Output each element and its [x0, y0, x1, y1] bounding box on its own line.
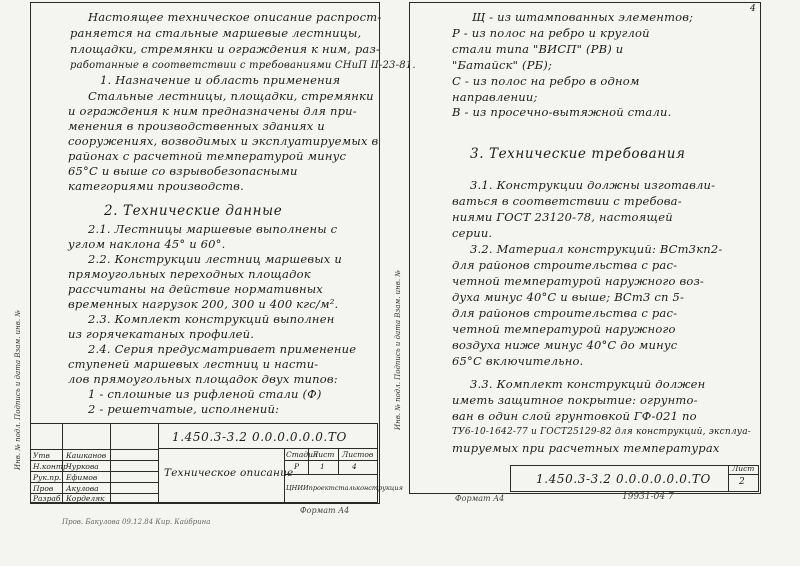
section3-line: четной температурой наружного воз- [452, 274, 705, 288]
section1-line: менения в производственных зданиях и [68, 119, 325, 133]
stamp-divider [284, 460, 378, 461]
right-sheet-value: 2 [739, 477, 745, 487]
section3-line: ваться в соответствии с требова- [452, 194, 682, 208]
section3-line: духа минус 40°С и выше; ВСт3 сп 5- [452, 290, 685, 304]
section2-line: лов прямоугольных площадок двух типов: [68, 372, 338, 386]
intro-line: "Батайск" (РБ); [452, 58, 553, 72]
doc-number: 19931-04 7 [622, 492, 674, 502]
right-sheet-label: Лист [732, 464, 755, 473]
stamp-divider [30, 471, 158, 472]
stamp-name: Корделяк [66, 494, 105, 503]
sheet-label: Лист [312, 450, 335, 459]
intro-line: С - из полос на ребро в одном [452, 74, 640, 88]
section3-line: тируемых при расчетных температурах [452, 441, 720, 455]
org-name: ЦНИИпроектстальконструкция [286, 484, 403, 492]
right-format: Формат А4 [455, 494, 505, 503]
intro-line: работанные в соответствии с требованиями СНиП II-23-81. [70, 60, 416, 71]
stamp-divider [158, 448, 378, 449]
section1-line: районах с расчетной температурой минус [68, 149, 347, 163]
section3-line: для районов строительства с рас- [452, 258, 678, 272]
section1-line: сооружениях, возводимых и эксплуатируемых в [68, 134, 379, 148]
page-mark: 4 [750, 4, 756, 14]
intro-line: раняется на стальные маршевые лестницы, [70, 26, 362, 40]
left-format: Формат А4 [300, 506, 350, 515]
section2-title: 2. Технические данные [104, 203, 283, 219]
section3-line: серии. [452, 226, 493, 240]
stamp-name: Ефимов [66, 473, 98, 482]
section1-line: категориями производств. [68, 179, 244, 193]
sheets-label: Листов [342, 450, 374, 459]
section3-line: ниями ГОСТ 23120-78, настоящей [452, 210, 673, 224]
stage-value: Р [294, 462, 300, 471]
sheet-value: 1 [320, 462, 325, 471]
intro-line: стали типа "ВИСП" (РВ) и [452, 42, 624, 56]
section2-line: прямоугольных переходных площадок [68, 267, 311, 281]
stamp-divider [30, 482, 158, 483]
section2-line: 2.2. Конструкции лестниц маршевых и [88, 252, 342, 266]
intro-line: направлении; [452, 90, 538, 104]
stamp-name: Акулова [66, 484, 99, 493]
stamp-role: Утв [33, 451, 50, 460]
intro-line: Настоящее техническое описание распрост- [88, 10, 382, 24]
section3-title: 3. Технические требования [470, 146, 686, 162]
section2-line: 2.3. Комплект конструкций выполнен [88, 312, 335, 326]
section3-line: ТУ6-10-1642-77 и ГОСТ25129-82 для конструкций, эксплуа- [452, 427, 752, 437]
stamp-role: Разраб [33, 494, 61, 503]
stamp-divider [338, 448, 339, 474]
section3-line: иметь защитное покрытие: огрунто- [452, 393, 698, 407]
stamp-divider [110, 423, 111, 503]
section3-line: 3.3. Комплект конструкций должен [470, 377, 706, 391]
right-side-note: Инв. № подл. Подпись и дата Взам. инв. № [394, 270, 402, 430]
left-stamp-code: 1.450.3-3.2 0.0.0.0.0.0.ТО [172, 430, 347, 444]
stamp-divider [728, 465, 729, 492]
stamp-role: Н.контр [33, 462, 68, 471]
section3-line: 65°С включительно. [452, 354, 584, 368]
section2-line: из горячекатаных профилей. [68, 327, 255, 341]
stamp-name: Кашканов [66, 451, 107, 460]
left-stamp-title: Техническое описание [164, 467, 294, 479]
stamp-divider [30, 449, 158, 450]
right-stamp-code: 1.450.3-3.2 0.0.0.0.0.0.ТО [536, 472, 711, 486]
stamp-divider [158, 423, 159, 503]
bottom-note: Пров. Бакулова 09.12.84 Кир. Кайбрина [62, 518, 211, 526]
intro-line: Щ - из штампованных элементов; [472, 10, 694, 24]
intro-line: площадки, стремянки и ограждения к ним, раз- [70, 42, 381, 56]
section2-line: ступеней маршевых лестниц и насти- [68, 357, 319, 371]
intro-line: В - из просечно-вытяжной стали. [452, 105, 672, 119]
section1-line: 65°С и выше со взрывобезопасными [68, 164, 298, 178]
section2-line: 2 - решетчатые, исполнений: [88, 402, 280, 416]
section1-line: Стальные лестницы, площадки, стремянки [88, 89, 374, 103]
section3-line: для районов строительства с рас- [452, 306, 678, 320]
stamp-name: Чуркова [66, 462, 99, 471]
intro-line: Р - из полос на ребро и круглой [452, 26, 650, 40]
section3-line: 3.1. Конструкции должны изготавли- [470, 178, 716, 192]
section1-title: 1. Назначение и область применения [100, 73, 341, 87]
left-side-note: Инв. № подл. Подпись и дата Взам. инв. № [14, 310, 22, 470]
stamp-divider [728, 474, 759, 475]
section2-line: 2.4. Серия предусматривает применение [88, 342, 357, 356]
stamp-divider [284, 474, 378, 475]
stamp-role: Рук.пр. [33, 473, 62, 482]
section2-line: 1 - сплошные из рифленой стали (Ф) [88, 387, 322, 401]
section2-line: 2.1. Лестницы маршевые выполнены с [88, 222, 338, 236]
section2-line: временных нагрузок 200, 300 и 400 кгс/м². [68, 297, 339, 311]
section3-line: 3.2. Материал конструкций: ВСт3кп2- [470, 242, 723, 256]
sheets-value: 4 [352, 462, 357, 471]
stage-label: Стадия [286, 450, 318, 459]
stamp-divider [30, 460, 158, 461]
section3-line: ван в один слой грунтовкой ГФ-021 по [452, 409, 697, 423]
section3-line: четной температурой наружного [452, 322, 676, 336]
section3-line: воздуха ниже минус 40°С до минус [452, 338, 678, 352]
section2-line: рассчитаны на действие нормативных [68, 282, 323, 296]
section1-line: и ограждения к ним предназначены для при- [68, 104, 357, 118]
stamp-role: Пров [33, 484, 54, 493]
section2-line: углом наклона 45° и 60°. [68, 237, 226, 251]
